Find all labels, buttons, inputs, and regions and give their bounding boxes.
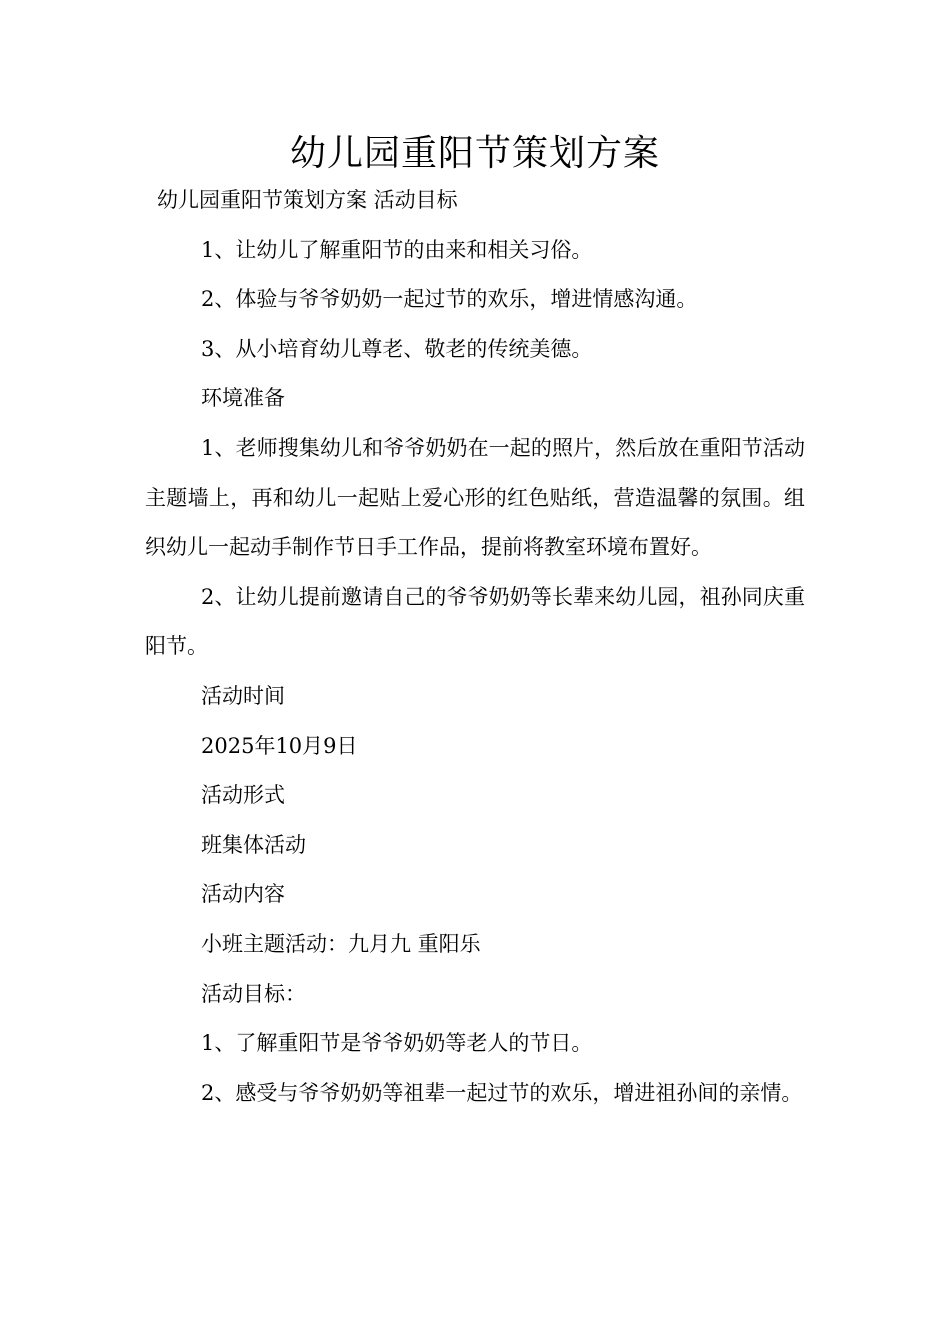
heading-activity-goals: 活动目标： [201,981,306,1006]
activity-goal-2: 2、感受与爷爷奶奶等祖辈一起过节的欢乐，增进祖孙间的亲情。 [201,1080,803,1105]
heading-environment: 环境准备 [201,386,285,411]
activity-theme: 小班主题活动：九月九 重阳乐 [201,931,481,956]
document-body [145,176,805,1118]
paragraph-environment-1: 1、老师搜集幼儿和爷爷奶奶在一起的照片，然后放在重阳节活动主题墙上，再和幼儿一起贴上爱心形的红色贴纸，营造温馨的氛围。组织幼儿一起动手制作节日手工作品，提前将教室环境布置好。 [145,435,805,560]
paragraph-goal-3: 3、从小培育幼儿尊老、敬老的传统美德。 [201,336,593,361]
activity-goal-1: 1、了解重阳节是爷爷奶奶等老人的节日。 [201,1031,593,1056]
document-title: 幼儿园重阳节策划方案 [289,133,660,174]
heading-activity-content: 活动内容 [201,882,285,907]
heading-activity-form: 活动形式 [201,783,285,808]
activity-date: 2025年10月9日 [201,733,358,758]
heading-activity-time: 活动时间 [201,683,285,708]
paragraph-goal-2: 2、体验与爷爷奶奶一起过节的欢乐，增进情感沟通。 [201,287,698,312]
activity-form: 班集体活动 [201,832,306,857]
paragraph-intro: 幼儿园重阳节策划方案 活动目标 [157,188,458,212]
paragraph-environment-2: 2、让幼儿提前邀请自己的爷爷奶奶等长辈来幼儿园，祖孙同庆重阳节。 [145,584,805,659]
paragraph-goal-1: 1、让幼儿了解重阳节的由来和相关习俗。 [201,237,593,262]
